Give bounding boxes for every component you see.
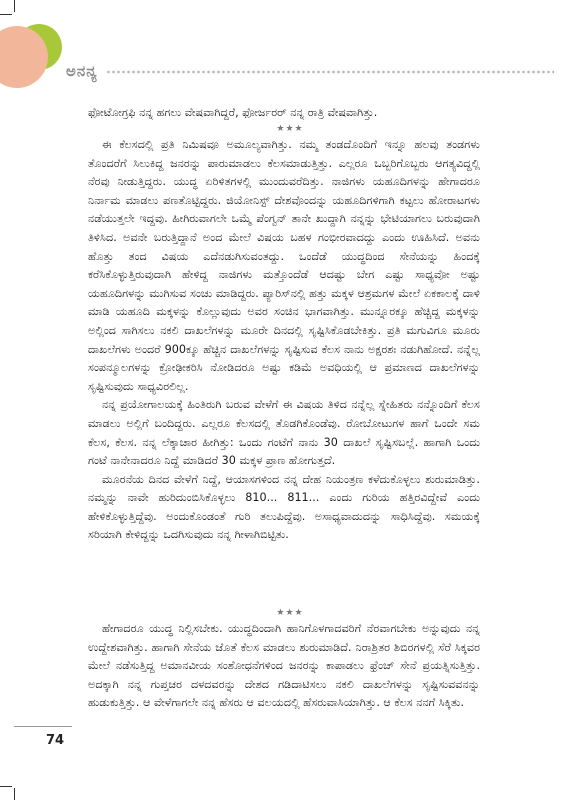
paragraph: ಹೇಗಾದರೂ ಯುದ್ಧ ನಿಲ್ಲಿಸಬೇಕು. ಯುದ್ಧದಿಂದಾಗಿ ಹಾನಿಗೊಳಗಾದವರಿಗೆ ನೆರವಾಗಬೇಕು ಅನ್ನುವುದು ನನ್ನ ಉದ್ದೇಶವಾಗಿತ್ತು. ಹಾಗಾಗಿ ಸೇನೆಯ ಜೊತೆ ಕೆಲಸ ಮಾಡಲು ಶುರುಮಾಡಿದೆ. ನಿರಾಶ್ರಿತರ ಶಿಬಿರಗಳಲ್ಲಿ ಸೆರೆ ಸಿಕ್ಕವರ ಮೇಲೆ ನಡೆಸುತ್ತಿದ್ದ ಅಮಾನವೀಯ ಸಂಶೋಧನೆಗಳಿಂದ ಜನರನ್ನು ಕಾಪಾಡಲು ಫ್ರೆಂಚ್ ಸೇನೆ ಪ್ರಯತ್ನಿಸುತ್ತಿತ್ತು. ಅದಕ್ಕಾಗಿ ನನ್ನ ಗುಪ್ತಚರ ದಳದವರನ್ನು ದೇಶದ ಗಡಿದಾಟಿಸಲು ನಕಲಿ ದಾಖಲೆಗಳನ್ನು ಸೃಷ್ಟಿಸುವವನನ್ನು ಹುಡುಕುತ್ತಿತ್ತು. ಆ ವೇಳೆಗಾಗಲೇ ನನ್ನ ಹೆಸರು ಆ ವಲಯದಲ್ಲಿ ಹೆಸರುವಾಸಿಯಾಗಿತ್ತು. ಆ ಕೆಲಸ ನನಗೆ ಸಿಕ್ಕಿತು. bbox=[88, 622, 480, 710]
header-dotted-rule bbox=[106, 70, 554, 74]
paragraph: ಈ ಕೆಲಸದಲ್ಲಿ ಪ್ರತಿ ನಿಮಿಷವೂ ಅಮೂಲ್ಯವಾಗಿತ್ತು. ನಮ್ಮ ತಂಡದೊಂದಿಗೆ ಇನ್ನೂ ಹಲವು ತಂಡಗಳು ತೊಂದರೆಗೆ ಸಿಲುಕಿದ್ದ ಜನರನ್ನು ಪಾರುಮಾಡಲು ಕೆಲಸಮಾಡುತ್ತಿತ್ತು. ಎಲ್ಲರೂ ಒಬ್ಬರಿಗೊಬ್ಬರು ಆಗತ್ಯವಿದ್ದಲ್ಲಿ ನೆರವು ನೀಡುತ್ತಿದ್ದರು. ಯುದ್ಧ ಏರಿಳಿತಗಳಲ್ಲಿ ಮುಂದುವರೆದಿತ್ತು. ನಾಜಿಗಳು ಯಹೂದಿಗಳನ್ನು ಹೇಗಾದರೂ ನಿರ್ನಾಮ ಮಾಡಲು ಪಣತೊಟ್ಟಿದ್ದರು. ಜಿಯೋನಿಸ್ಟ್ ದೇಶವೊಂದನ್ನು ಯಹೂದಿಗಳಿಗಾಗಿ ಕಟ್ಟಲು ಹೋರಾಟಗಳು ನಡೆಯುತ್ತಲೇ ಇದ್ದವು. ಹೀಗಿರುವಾಗಲೇ ಒಮ್ಮೆ ಪೆಂಗ್ವನ್ ತಾನೇ ಖುದ್ದಾಗಿ ನನ್ನನ್ನು ಭೇಟಿಯಾಗಲು ಬರುವುದಾಗಿ ತಿಳಿಸಿದ. ಅವನೇ ಬರುತ್ತಿದ್ದಾನೆ ಅಂದ ಮೇಲೆ ವಿಷಯ ಬಹಳ ಗಂಭೀರವಾದದ್ದು ಎಂದು ಊಹಿಸಿದೆ. ಅವನು ಹೊತ್ತು ತಂದ ವಿಷಯ ಎದೆನಡುಗಿಸುವಂತದ್ದು. ಒಂದೆಡೆ ಯುದ್ಧದಿಂದ ಸೇನೆಯನ್ನು ಹಿಂದಕ್ಕೆ ಕರೆಸಿಕೊಳ್ಳುತ್ತಿರುವುದಾಗಿ ಹೇಳಿದ್ದ ನಾಜಿಗಳು ಮತ್ತೊಂದೆಡೆ ಆದಷ್ಟು ಬೇಗ ಎಷ್ಟು ಸಾಧ್ಯವೋ ಅಷ್ಟು ಯಹೂದಿಗಳನ್ನು ಮುಗಿಸುವ ಸಂಚು ಮಾಡಿದ್ದರು. ಪ್ಯಾರಿಸ್‌ನಲ್ಲಿ ಹತ್ತು ಮಕ್ಕಳ ಆಶ್ರಮಗಳ ಮೇಲೆ ಏಕಕಾಲಕ್ಕೆ ದಾಳಿ ಮಾಡಿ ಯಹೂದಿ ಮಕ್ಕಳನ್ನು ಕೊಲ್ಲುವುದು ಅವರ ಸಂಚಿನ ಭಾಗವಾಗಿತ್ತು. ಮುನ್ನೂರಕ್ಕೂ ಹೆಚ್ಚಿದ್ದ ಮಕ್ಕಳನ್ನು ಅಲ್ಲಿಂದ ಸಾಗಿಸಲು ನಕಲಿ ದಾಖಲೆಗಳನ್ನು ಮೂರೇ ದಿನದಲ್ಲಿ ಸೃಷ್ಟಿಸಿಕೊಡಬೇಕಿತ್ತು. ಪ್ರತಿ ಮಗುವಿಗೂ ಮೂರು ದಾಖಲೆಗಳು ಅಂದರೆ 900ಕ್ಕೂ ಹೆಚ್ಚಿನ ದಾಖಲೆಗಳನ್ನು ಸೃಷ್ಟಿಸುವ ಕೆಲಸ ನಾನು ಅಕ್ಷರಶಃ ನಡುಗಿಹೋದೆ. ನನ್ನೆಲ್ಲ ಸಂಪನ್ಮೂಲಗಳನ್ನು ಕ್ರೋಢೀಕರಿಸಿ ನೋಡಿದರೂ ಅಷ್ಟು ಕಡಿಮೆ ಅವಧಿಯಲ್ಲಿ ಆ ಪ್ರಮಾಣದ ದಾಖಲೆಗಳನ್ನು ಸೃಷ್ಟಿಸುವುದು ಸಾಧ್ಯವಿರಲಿಲ್ಲ. bbox=[88, 138, 480, 393]
running-header-title: ಅನನ್ಯ bbox=[66, 62, 98, 80]
page-number-rule bbox=[14, 726, 72, 727]
crop-mark bbox=[0, 786, 12, 787]
section-separator: ★★★ bbox=[276, 608, 304, 618]
crop-mark bbox=[14, 788, 15, 800]
body-text-top bbox=[88, 104, 480, 123]
crop-mark bbox=[0, 14, 12, 15]
paragraph: ಮೂರನೆಯ ದಿನದ ವೇಳೆಗೆ ನಿದ್ದೆ, ಆಯಾಸಗಳಿಂದ ನನ್ನ ದೇಹ ನಿಯಂತ್ರಣ ಕಳೆದುಕೊಳ್ಳಲು ಶುರುಮಾಡಿತ್ತು. ನಮ್ಮನ್ನು ನಾವೇ ಹುರಿದುಂಬಿಸಿಕೊಳ್ಳಲು 810... 811... ಎಂದು ಗುರಿಯ ಹತ್ತಿರವಿದ್ದೇವೆ ಎಂದು ಹೇಳಿಕೊಳ್ಳುತ್ತಿದ್ದೆವು. ಅಂದುಕೊಂಡಂತೆ ಗುರಿ ತಲುಪಿದ್ದೆವು. ಅಸಾಧ್ಯವಾದುದನ್ನು ಸಾಧಿಸಿದ್ದೆವು. ಸಮಯಕ್ಕೆ ಸರಿಯಾಗಿ ಕೇಳಿದ್ದನ್ನು ಒದಗಿಸುವುದು ನನ್ನ ಗೀಳಾಗಿಬಿಟ್ಟಿತು. bbox=[88, 472, 480, 542]
intro-paragraph: ಫೋಟೋಗ್ರಫಿ ನನ್ನ ಹಗಲು ವೇಷವಾಗಿದ್ದರೆ, ಫೋರ್ಜರರ್ ನನ್ನ ರಾತ್ರಿ ವೇಷವಾಗಿತ್ತು. bbox=[88, 106, 378, 119]
section-separator: ★★★ bbox=[276, 124, 304, 134]
page-number: 74 bbox=[46, 733, 65, 748]
body-text-section-2 bbox=[88, 620, 480, 713]
paragraph: ನನ್ನ ಪ್ರಯೋಗಾಲಯಕ್ಕೆ ಹಿಂತಿರುಗಿ ಬರುವ ವೇಳೆಗೆ ಈ ವಿಷಯ ತಿಳಿದ ನನ್ನೆಲ್ಲ ಸ್ನೇಹಿತರು ನನ್ನೊಂದಿಗೆ ಕೆಲಸ ಮಾಡಲು ಅಲ್ಲಿಗೆ ಬಂದಿದ್ದರು. ಎಲ್ಲರೂ ಕೆಲಸದಲ್ಲಿ ತೊಡಗಿಕೊಂಡೆವು. ರೋಬೋಟುಗಳ ಹಾಗೆ ಒಂದೇ ಸಮ ಕೆಲಸ, ಕೆಲಸ. ನನ್ನ ಲೆಕ್ಕಾಚಾರ ಹೀಗಿತ್ತು: ಒಂದು ಗಂಟೆಗೆ ನಾನು 30 ದಾಖಲೆ ಸೃಷ್ಟಿಸಬಲ್ಲೆ. ಹಾಗಾಗಿ ಒಂದು ಗಂಟೆ ನಾನೇನಾದರೂ ನಿದ್ದೆ ಮಾಡಿದರೆ 30 ಮಕ್ಕಳ ಪ್ರಾಣ ಹೋಗುತ್ತದೆ. bbox=[88, 398, 480, 468]
crop-mark bbox=[14, 0, 15, 12]
body-text-section-1 bbox=[88, 136, 480, 545]
